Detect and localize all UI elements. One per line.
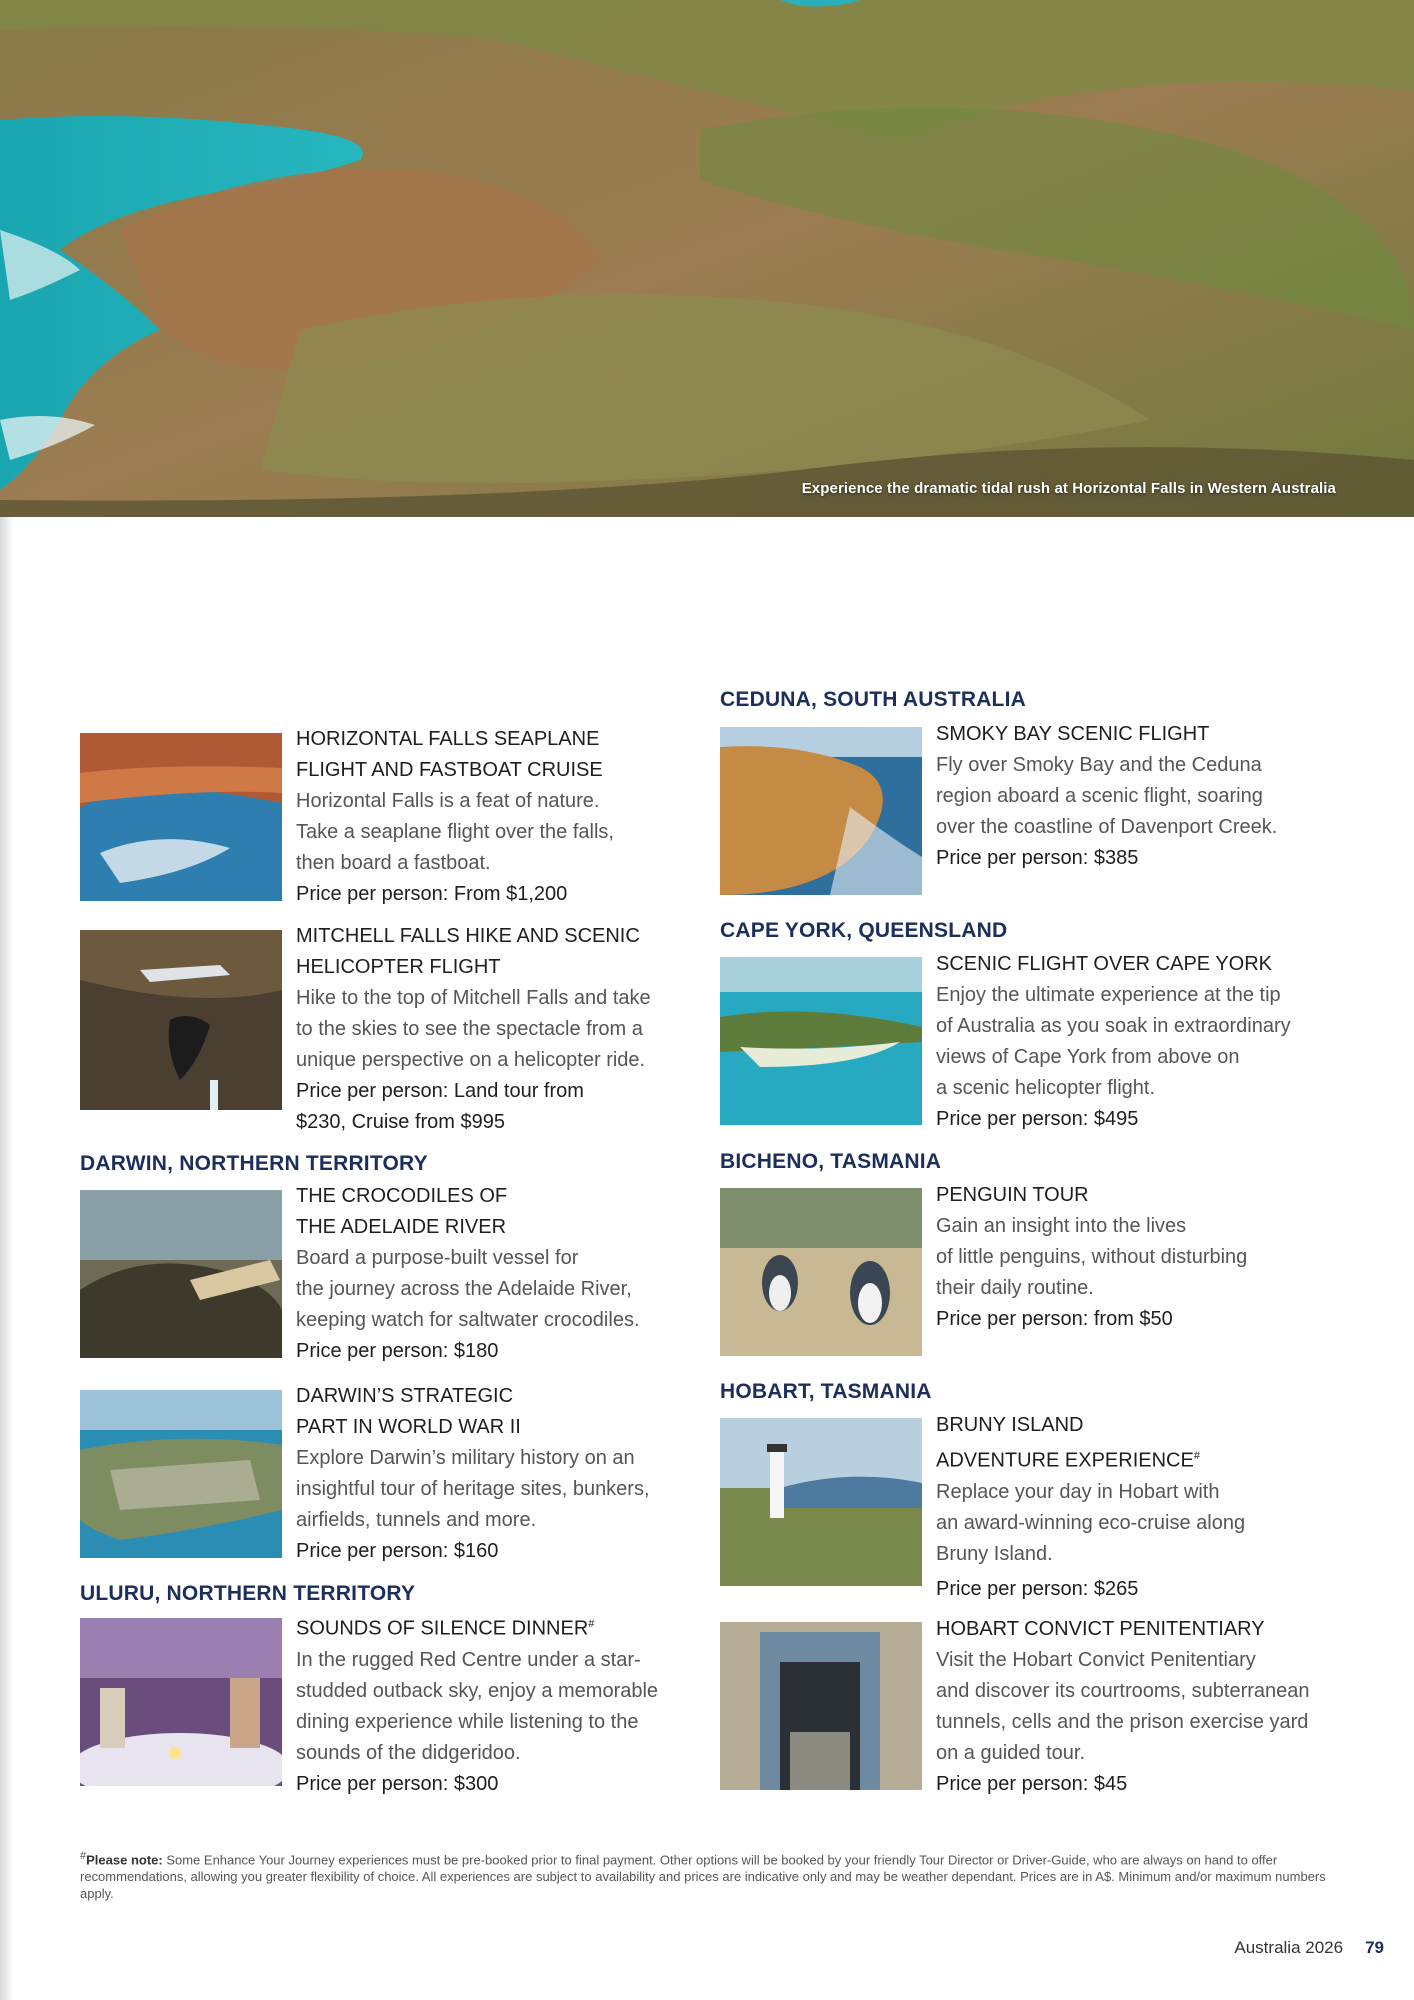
experience-title: HOBART CONVICT PENITENTIARY [936,1618,1265,1640]
footnote-text: Some Enhance Your Journey experiences must be pre-booked prior to final payment. Other options will be booked by your friendly Tour Director or Driver-Guide, who are always on hand to offer recommendations, allowing you greater flexibility of choice. All experiences are subject to availability and prices are indicative only and may be weather dependant. Prices are in A$. Minimum and/or maximum numbers apply. [80,1852,1326,1902]
experience-price: Price per person: $265 [936,1577,1139,1600]
region-heading: ULURU, NORTHERN TERRITORY [80,1582,416,1605]
experience-description: Visit the Hobart Convict Penitentiary and discover its courtrooms, subterranean tunnels, cells and the prison exercise yard on a guided tour. [936,1649,1310,1764]
experience-description: Board a purpose-built vessel for the journey across the Adelaide River, keeping watch for saltwater crocodiles. [296,1247,640,1331]
region-heading: DARWIN, NORTHERN TERRITORY [80,1152,428,1175]
experience-description: Hike to the top of Mitchell Falls and take to the skies to see the spectacle from a unique perspective on a helicopter ride. [296,987,651,1071]
region-heading: CAPE YORK, QUEENSLAND [720,919,1008,942]
experience-title-text: SOUNDS OF SILENCE DINNER [296,1617,589,1640]
experience-photo [720,1622,922,1790]
experience-photo [720,1418,922,1586]
experience-price: Price per person: $300 [296,1772,499,1795]
experience-price: Price per person: $180 [296,1340,499,1362]
experience-price: Price per person: $385 [936,847,1139,869]
experience-price: Price per person: $160 [296,1540,499,1562]
horizontal-falls-aerial-image [0,0,1414,517]
experience-price: Price per person: Land tour from $230, Cruise from $995 [296,1080,584,1133]
footnote-mark: # [80,1850,87,1862]
page-number: 79 [1365,1938,1384,1957]
hero-photo [0,0,1414,517]
experience-price: Price per person: $495 [936,1108,1139,1130]
experience-title: PENGUIN TOUR [936,1184,1089,1206]
experience-description: Horizontal Falls is a feat of nature. Take a seaplane flight over the falls, then board a fastboat. [296,790,614,874]
experience-description: Enjoy the ultimate experience at the tip of Australia as you soak in extraordinary views of Cape York from above on a scenic helicopter flight. [936,984,1291,1099]
page-folio [1234,1938,1384,1958]
booking-note-mark: # [1193,1450,1200,1462]
experience-description: Fly over Smoky Bay and the Ceduna region aboard a scenic flight, soaring over the coastline of Davenport Creek. [936,754,1278,838]
booking-footnote [80,1848,1335,1902]
experience-description: Explore Darwin’s military history on an insightful tour of heritage sites, bunkers, airfields, tunnels and more. [296,1447,650,1531]
experience-photo [80,733,282,901]
experience-photo [80,930,282,1110]
experience-title: THE CROCODILES OF THE ADELAIDE RIVER [296,1185,508,1238]
experience-title: SMOKY BAY SCENIC FLIGHT [936,723,1210,745]
experience-price: Price per person: From $1,200 [296,883,568,905]
experience-title [296,1609,686,1645]
experience-photo [720,1188,922,1356]
page-gutter-shadow [0,517,14,2000]
region-heading: HOBART, TASMANIA [720,1380,932,1403]
experience-title: DARWIN’S STRATEGIC PART IN WORLD WAR II [296,1385,521,1438]
experience-photo [720,957,922,1125]
experience-title: MITCHELL FALLS HIKE AND SCENIC HELICOPTER FLIGHT [296,925,640,978]
experience-photo [720,727,922,895]
experience-description: In the rugged Red Centre under a star- studded outback sky, enjoy a memorable dining experience while listening to the sounds of the didgeridoo. [296,1648,659,1764]
region-heading: BICHENO, TASMANIA [720,1150,942,1173]
experience-description: Replace your day in Hobart with an award-winning eco-cruise along Bruny Island. [936,1480,1246,1565]
experience-photo [80,1618,282,1786]
experience-title: HORIZONTAL FALLS SEAPLANE FLIGHT AND FASTBOAT CRUISE [296,728,603,781]
experience-description: Gain an insight into the lives of little penguins, without disturbing their daily routine. [936,1215,1248,1299]
booking-note-mark: # [588,1618,595,1630]
experience-title-text: BRUNY ISLAND ADVENTURE EXPERIENCE [936,1414,1194,1472]
experience-title [936,1410,1326,1477]
region-heading: CEDUNA, SOUTH AUSTRALIA [720,688,1026,711]
experience-price: Price per person: $45 [936,1773,1128,1795]
footnote-label: Please note: [86,1852,163,1868]
hero-caption: Experience the dramatic tidal rush at Horizontal Falls in Western Australia [801,480,1336,497]
experience-price: Price per person: from $50 [936,1308,1173,1330]
experience-title: SCENIC FLIGHT OVER CAPE YORK [936,953,1273,975]
experience-photo [80,1390,282,1558]
experience-photo [80,1190,282,1358]
publication-name: Australia 2026 [1234,1938,1344,1957]
